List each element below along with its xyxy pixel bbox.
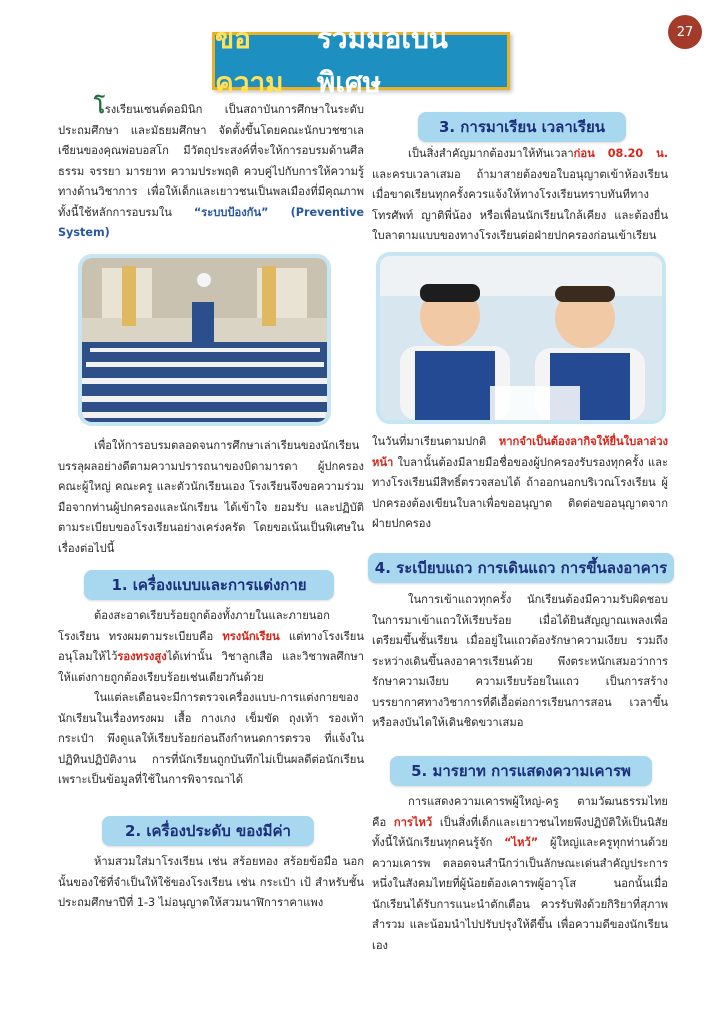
page-title <box>212 22 510 99</box>
section5-p1-highlight2: “ไหว้” <box>504 836 539 849</box>
assembly-photo <box>78 254 331 426</box>
section1-p1-a: ต้องสะอาดเรียบร้อยถูกต้องทั้งภายในและภายนอกโรงเรียน ทรงผมตามระเบียบคือ <box>58 609 330 643</box>
page-number: 27 <box>668 15 702 49</box>
intro-block <box>58 96 364 244</box>
students-photo <box>376 252 666 424</box>
assembly-photo-image <box>82 258 327 422</box>
section4-body <box>372 590 668 734</box>
section3-p2-b: ใบลานั้นต้องมีลายมือชื่อของผู้ปกครองรับรองทุกครั้ง และทางโรงเรียนมีสิทธิ์ตรวจสอบได้ ถ้าออกนอกบริเวณโรงเรียน ผู้ปกครองต้องเขียนใบลาเพื่อขออนุญาต ติดต่อขออนุญาตจากฝ่ายปกครอง <box>372 455 669 530</box>
section3-heading: 3. การมาเรียน เวลาเรียน <box>418 112 626 142</box>
section1-p1-b: แต่ทางโรงเรียนอนุโลมให้ไว้ <box>58 629 365 663</box>
intro-highlight: “ระบบป้องกัน” (Preventive System) <box>58 205 364 239</box>
section5-p1-highlight1: การไหว้ <box>393 815 433 829</box>
section3-body-top <box>372 144 668 247</box>
section1-p1 <box>58 606 364 688</box>
section1-body <box>58 606 364 791</box>
section3-p2-a: ในวันที่มาเรียนตามปกติ <box>372 435 487 448</box>
students-photo-image <box>380 256 662 420</box>
section1-p1-highlight1: ทรงนักเรียน <box>222 629 280 643</box>
section5-p1-c: ผู้ใหญ่และครูทุกท่านด้วยความเคารพ ตลอดจนสำนึกว่าเป็นลักษณะเด่นสำคัญประการหนึ่งในสังคมไทยที่ผู้น้อยต้องเคารพผู้อาวุโส นอกนั้นเมื่อนักเรียนได้รับการแนะนำตักเตือน ควรรับฟังด้วยกิริยาที่สุภาพ สำรวม และน้อมนำไปปรับปรุงให้ดีขึ้น เพื่อความดีของนักเรียนเอง <box>372 836 668 952</box>
section5-heading: 5. มารยาท การแสดงความเคารพ <box>390 756 652 786</box>
para2-text: เพื่อให้การอบรมตลอดจนการศึกษาเล่าเรียนของนักเรียนบรรลุผลอย่างดีตามความปรารถนาของบิดามารดา ผู้ปกครอง คณะผู้ใหญ่ คณะครู และตัวนักเรียนเอง โรงเรียนจึงขอความร่วมมือจากท่านผู้ปกครองและนักเรียน ได้เข้าใจ ยอมรับ และปฏิบัติตามระเบียบของโรงเรียนอย่างเคร่งครัด โดยขอเน้นเป็นพิเศษในเรื่องต่อไปนี้ <box>58 439 364 555</box>
section5-body <box>372 792 668 956</box>
section2-body <box>58 852 364 914</box>
section2-heading: 2. เครื่องประดับ ของมีค่า <box>102 816 314 846</box>
title-part2: ร่วมมือเป็นพิเศษ <box>316 22 448 99</box>
section3-p1-highlight: ก่อน 08.20 น. <box>573 147 668 160</box>
section3-p1 <box>372 144 668 247</box>
section4-p1: ในการเข้าแถวทุกครั้ง นักเรียนต้องมีความรับผิดชอบในการมาเข้าแถวให้เรียบร้อย เมื่อได้ยินสัญญาณเพลงเพื่อเตรียมขึ้นชั้นเรียน เมื่ออยู่ในแถวต้องรักษาความเงียบ รวมถึงระหว่างเดินขึ้นลงอาคารเรียนด้วย พึงตระหนักเสมอว่าการรักษาความเงียบ ความเรียบร้อยในแถว เป็นการสร้างบรรยากาศทางวิชาการที่ดีเอื้อต่อการเรียนการสอน เวลาขึ้นหรือลงบันไดให้เดินชิดขวาเสมอ <box>372 593 668 729</box>
intro-text: รงเรียนเซนต์ดอมินิก เป็นสถาบันการศึกษาในระดับประถมศึกษา และมัธยมศึกษา จัดตั้งขึ้นโดยคณะนักบวชซาเลเซียนของคุณพ่อบอสโก มีวัตถุประสงค์ที่จะให้การอบรมด้านศีลธรรม จรรยา มารยาท ความประพฤติ ควบคู่ไปกับการให้ความรู้ทางด้านวิชาการ เพื่อให้เด็กและเยาวชนเป็นพลเมืองที่มีคุณภาพ ทั้งนี้ใช้หลักการอบรมใน <box>58 103 364 219</box>
section3-body-bottom <box>372 432 668 535</box>
intro-paragraph <box>58 96 364 244</box>
section5-p1-a: การแสดงความเคารพผู้ใหญ่-ครู ตามวัฒนธรรมไทย คือ <box>372 795 668 829</box>
section5-p1-b: เป็นสิ่งที่เด็กและเยาวชนไทยพึงปฏิบัติให้เป็นนิสัย ทั้งนี้ให้นักเรียนทุกคนรู้จัก <box>372 815 668 849</box>
section5-p1 <box>372 792 668 956</box>
section2-p1: ห้ามสวมใส่มาโรงเรียน เช่น สร้อยทอง สร้อยข้อมือ นอกนั้นของใช้ที่จำเป็นให้ใช้ของโรงเรียน เช่น กระเป๋า เป้ สำหรับชั้นประถมศึกษาปีที่ 1-3 ไม่อนุญาตให้สวมนาฬิการาคาแพง <box>58 855 364 909</box>
para2-block <box>58 436 364 559</box>
section3-p1-a: เป็นสิ่งสำคัญมากต้องมาให้ทันเวลา <box>408 147 574 160</box>
section3-p1-b: และครบเวลาเสมอ ถ้ามาสายต้องขอใบอนุญาตเข้าห้องเรียน เมื่อขาดเรียนทุกครั้งควรแจ้งให้ทางโรงเรียนทราบทันทีทางโทรศัพท์ ญาติพี่น้อง หรือเพื่อนนักเรียนใกล้เคียง และต้องยื่นใบลาตามแบบของทางโรงเรียนต่อฝ่ายปกครองก่อนเข้าเรียน <box>372 167 668 242</box>
section1-p1-highlight2: รองทรงสูง <box>117 650 167 663</box>
section3-p2-highlight: หากจำเป็นต้องลากิจให้ยื่นใบลาล่วงหน้า <box>372 435 668 469</box>
section1-p1-c: ได้เท่านั้น วิชาลูกเสือ และวิชาพลศึกษา ให้แต่งกายถูกต้องเรียบร้อยเช่นเดียวกันด้วย <box>58 650 364 684</box>
title-part1: ขอความ <box>215 22 284 99</box>
section1-heading: 1. เครื่องแบบและการแต่งกาย <box>84 570 334 600</box>
section4-heading: 4. ระเบียบแถว การเดินแถว การขึ้นลงอาคาร <box>368 553 674 583</box>
section3-p2 <box>372 432 668 535</box>
section1-p2: ในแต่ละเดือนจะมีการตรวจเครื่องแบบ-การแต่งกายของนักเรียนในเรื่องทรงผม เสื้อ กางเกง เข็มขัด ถุงเท้า รองเท้า กระเป๋า พึงดูแลให้เรียบร้อยก่อนถึงกำหนดการตรวจ ที่แจ้งในปฏิทินปฏิบัติงาน การที่นักเรียนถูกบันทึกไม่เป็นผลดีต่อนักเรียน เพราะเป็นข้อมูลที่ใช้ในการพิจารณาได้ <box>58 691 364 786</box>
intro-drop-letter: โ <box>94 94 105 118</box>
